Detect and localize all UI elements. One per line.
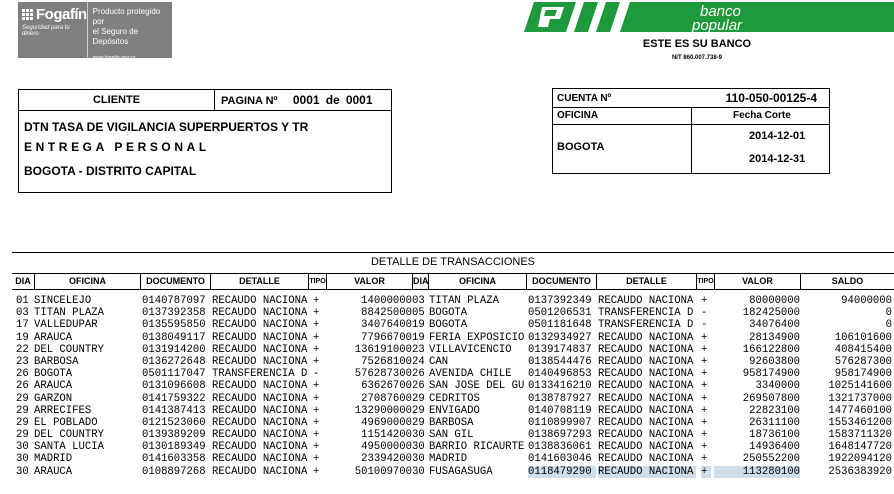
cell-detalle: RECAUDO NACIONA	[212, 441, 308, 454]
cell-dia: 19	[412, 331, 425, 344]
cell-valor: 88425000	[361, 307, 412, 320]
cell-oficina: TITAN PLAZA	[34, 307, 104, 320]
column-right-saldo	[800, 295, 892, 478]
cell-detalle: RECAUDO NACIONA	[598, 441, 694, 454]
column-right-tipo	[701, 295, 711, 478]
cell-saldo: 1321737000	[828, 392, 892, 405]
col-documento-2: DOCUMENTO	[526, 273, 596, 290]
col-valor-2: VALOR	[714, 273, 800, 290]
cell-valor: 22823100	[749, 404, 800, 417]
cell-dia: 26	[16, 368, 29, 381]
cell-valor: 49690000	[361, 416, 412, 429]
cell-oficina: BARBOSA	[34, 355, 79, 368]
cell-dia: 30	[412, 453, 425, 466]
cell-valor: 26311100	[749, 416, 800, 429]
cell-saldo: 106101600	[834, 331, 892, 344]
cell-dia: 30	[16, 453, 29, 466]
cell-tipo: +	[701, 343, 708, 356]
cell-tipo: -	[701, 307, 708, 320]
cell-documento: 0140496853	[528, 368, 592, 381]
cell-valor: 250552200	[742, 453, 800, 466]
fogafin-logo	[18, 2, 172, 61]
cell-detalle: RECAUDO NACIONA	[598, 404, 694, 417]
cell-dia: 29	[16, 392, 29, 405]
transactions-title: DETALLE DE TRANSACCIONES	[12, 252, 894, 274]
cell-documento: 0131096608	[142, 380, 206, 393]
cell-tipo: +	[701, 331, 708, 344]
cell-dia: 30	[16, 465, 29, 478]
cell-oficina: ARRECIFES	[34, 404, 92, 417]
cell-valor: 958174900	[742, 368, 800, 381]
cell-documento: 0138836061	[528, 441, 592, 454]
cell-saldo: 2536383920	[828, 465, 892, 478]
cell-documento: 0108897268	[142, 465, 206, 478]
cell-dia: 30	[412, 429, 425, 442]
cell-tipo: +	[313, 331, 320, 344]
cell-documento: 0133416210	[528, 380, 592, 393]
col-oficina-1: OFICINA	[34, 273, 140, 290]
cell-saldo: 1025141600	[828, 380, 892, 393]
cell-dia: 01	[16, 295, 29, 307]
fogafin-tagline-1: Producto protegido por	[92, 7, 161, 26]
cell-saldo: 1553461200	[828, 416, 892, 429]
cell-detalle: RECAUDO NACIONA	[212, 392, 308, 405]
cell-oficina: VILLAVICENCIO	[429, 343, 512, 356]
cell-tipo: +	[701, 453, 708, 466]
cell-documento: 0132934927	[528, 331, 592, 344]
cell-oficina: BARRIO RICAURTE	[429, 441, 525, 454]
cell-detalle: TRANSFERENCIA D	[598, 319, 694, 332]
column-right-detalle	[598, 295, 696, 478]
cell-tipo: +	[313, 392, 320, 405]
cell-dia: 26	[412, 380, 425, 393]
cell-valor: 11514200	[361, 429, 412, 442]
cell-oficina: EL POBLADO	[34, 416, 98, 429]
cell-detalle: RECAUDO NACIONA	[598, 453, 694, 466]
cell-documento: 0141603358	[142, 453, 206, 466]
cell-dia: 26	[16, 380, 29, 393]
cell-tipo: +	[313, 465, 320, 478]
cell-valor: 501009700	[354, 465, 412, 478]
cell-dia: 23	[412, 343, 425, 356]
cell-dia: 29	[412, 392, 425, 405]
cell-detalle: RECAUDO NACIONA	[212, 319, 308, 332]
cell-tipo: +	[313, 319, 320, 332]
cell-detalle: RECAUDO NACIONA	[598, 355, 694, 368]
account-label: CUENTA Nº	[557, 93, 612, 104]
cell-oficina: AVENIDA CHILE	[429, 368, 512, 381]
cell-valor: 576287300	[354, 368, 412, 381]
col-documento-1: DOCUMENTO	[140, 273, 210, 290]
cell-valor: 166122800	[742, 343, 800, 356]
banco-popular-logo	[520, 0, 894, 36]
cell-detalle: RECAUDO NACIONA	[598, 343, 694, 356]
column-left-valor	[326, 295, 412, 478]
cell-documento: 0501117047	[142, 368, 206, 381]
cell-valor: 34076400	[749, 319, 800, 332]
date-to: 2014-12-31	[749, 153, 806, 165]
cell-oficina: TITAN PLAZA	[429, 295, 499, 307]
cell-oficina: ARAUCA	[34, 465, 73, 478]
cut-date-label: Fecha Corte	[733, 110, 791, 121]
cell-detalle: RECAUDO NACIONA	[212, 343, 308, 356]
cell-documento: 0501181648	[528, 319, 592, 332]
bank-logo-line2: popular	[692, 17, 743, 34]
cell-tipo: -	[701, 319, 708, 332]
cell-tipo: +	[701, 295, 708, 307]
cell-dia: 19	[412, 319, 425, 332]
cell-dia: 29	[16, 404, 29, 417]
cell-tipo: +	[313, 343, 320, 356]
cell-saldo: 576287300	[834, 355, 892, 368]
cell-documento: 0138049117	[142, 331, 206, 344]
cell-dia: 19	[16, 331, 29, 344]
cell-documento: 0138544476	[528, 355, 592, 368]
cell-detalle: RECAUDO NACIONA	[598, 416, 694, 429]
cell-tipo: +	[313, 380, 320, 393]
cell-tipo: -	[313, 368, 320, 381]
cell-valor: 23394200	[361, 453, 412, 466]
cell-detalle: RECAUDO NACIONA	[598, 331, 694, 344]
cell-oficina: BARBOSA	[429, 416, 474, 429]
fogafin-tagline-2: el Seguro de Depósitos	[92, 27, 139, 46]
client-name: DTN TASA DE VIGILANCIA SUPERPUERTOS Y TR	[24, 120, 309, 134]
account-box	[552, 88, 830, 174]
cell-dia: 05	[412, 307, 425, 320]
cell-oficina: BOGOTA	[34, 368, 73, 381]
cell-valor: 18736100	[749, 429, 800, 442]
cell-tipo: +	[313, 355, 320, 368]
column-right-documento	[528, 295, 596, 478]
client-city: BOGOTA - DISTRITO CAPITAL	[24, 164, 197, 178]
cell-tipo: +	[701, 429, 708, 442]
cell-documento: 0137392358	[142, 307, 206, 320]
date-from: 2014-12-01	[749, 130, 806, 142]
cell-dia: 29	[16, 429, 29, 442]
cell-tipo: +	[313, 429, 320, 442]
cell-saldo: 408415400	[834, 343, 892, 356]
column-left-tipo	[313, 295, 323, 478]
cell-oficina: GARZON	[34, 392, 73, 405]
cell-tipo: +	[701, 441, 708, 454]
cell-documento: 0118479290	[528, 466, 596, 478]
cell-valor: 75268100	[361, 355, 412, 368]
col-dia-2: DIA	[412, 273, 428, 290]
cell-tipo: +	[313, 416, 320, 429]
cell-valor: 14000000	[361, 295, 412, 307]
fogafin-slogan: Seguridad para tu dinero	[22, 25, 70, 37]
cell-documento: 0501206531	[528, 307, 592, 320]
cell-detalle: TRANSFERENCIA D	[598, 307, 694, 320]
cell-tipo: +	[313, 295, 320, 307]
cell-dia: 30	[412, 465, 425, 478]
client-label: CLIENTE	[19, 90, 215, 110]
cell-documento: 0140787097	[142, 295, 206, 307]
cell-valor: 132900000	[354, 404, 412, 417]
cell-dia: 22	[16, 343, 29, 356]
cell-valor: 269507800	[742, 392, 800, 405]
column-left-detalle	[212, 295, 309, 478]
cell-dia: 03	[16, 307, 29, 320]
cell-documento: 0138787927	[528, 392, 592, 405]
column-left-dia	[16, 295, 34, 478]
col-detalle-2: DETALLE	[596, 273, 696, 290]
bank-logo-line1: banco	[700, 3, 741, 20]
cell-oficina: FUSAGASUGA	[429, 465, 493, 478]
cell-saldo: 1583711320	[828, 429, 892, 442]
cell-valor: 80000000	[749, 295, 800, 307]
cell-oficina: ARAUCA	[34, 380, 73, 393]
cell-saldo: 958174900	[834, 368, 892, 381]
cell-documento: 0110899907	[528, 416, 592, 429]
cell-saldo: 0	[885, 319, 892, 332]
cell-documento: 0135595850	[142, 319, 206, 332]
cell-documento: 0139389209	[142, 429, 206, 442]
col-detalle-1: DETALLE	[210, 273, 308, 290]
cell-documento: 0141387413	[142, 404, 206, 417]
cell-detalle: RECAUDO NACIONA	[598, 295, 694, 307]
cell-oficina: SANTA LUCIA	[34, 441, 104, 454]
col-tipo-2: TIPO	[696, 273, 714, 290]
cell-saldo: 1477460100	[828, 404, 892, 417]
cell-detalle: RECAUDO NACIONA	[212, 331, 308, 344]
cell-oficina: BOGOTA	[429, 307, 468, 320]
cell-valor: 92603800	[749, 355, 800, 368]
cell-dia: 29	[16, 416, 29, 429]
cell-valor: 28134900	[749, 331, 800, 344]
office-value: BOGOTA	[557, 141, 605, 153]
cell-detalle: RECAUDO NACIONA	[598, 466, 696, 478]
cell-oficina: DEL COUNTRY	[34, 343, 104, 356]
cell-documento: 0137392349	[528, 295, 592, 307]
cell-documento: 0139174837	[528, 343, 592, 356]
cell-dia: 30	[412, 441, 425, 454]
office-label: OFICINA	[557, 110, 599, 121]
cell-oficina: MADRID	[429, 453, 468, 466]
cell-detalle: RECAUDO NACIONA	[212, 295, 308, 307]
cell-tipo: +	[701, 368, 708, 381]
cell-documento: 0141603046	[528, 453, 592, 466]
cell-valor: 34076400	[361, 319, 412, 332]
column-right-dia	[412, 295, 430, 478]
cell-dia: 26	[412, 368, 425, 381]
cell-saldo: 0	[885, 307, 892, 320]
cell-oficina: BOGOTA	[429, 319, 468, 332]
cell-tipo: +	[701, 466, 711, 478]
cell-oficina: MADRID	[34, 453, 73, 466]
cell-dia: 03	[412, 295, 425, 307]
cell-dia: 29	[412, 416, 425, 429]
cell-tipo: +	[313, 404, 320, 417]
cell-oficina: CAN	[429, 355, 449, 368]
cell-saldo: 1922094120	[828, 453, 892, 466]
cell-tipo: +	[701, 355, 708, 368]
cell-dia: 17	[16, 319, 29, 332]
cell-dia: 30	[16, 441, 29, 454]
bank-nit: NIT 860.007.738-9	[671, 55, 723, 61]
cell-detalle: RECAUDO NACIONA	[598, 368, 694, 381]
account-number: 110-050-00125-4	[725, 91, 817, 105]
page-indicator: PAGINA Nº 0001 de 0001	[221, 93, 373, 107]
cell-tipo: +	[701, 380, 708, 393]
cell-documento: 0136272648	[142, 355, 206, 368]
cell-saldo: 1648147720	[828, 441, 892, 454]
cell-documento: 0131914200	[142, 343, 206, 356]
cell-oficina: DEL COUNTRY	[34, 429, 104, 442]
cell-detalle: RECAUDO NACIONA	[212, 307, 308, 320]
cell-documento: 0121523060	[142, 416, 206, 429]
fogafin-url: www.fogafin.gov.co	[92, 55, 136, 61]
cell-dia: 24	[412, 355, 425, 368]
cell-detalle: RECAUDO NACIONA	[212, 416, 308, 429]
col-saldo: SALDO	[800, 273, 894, 290]
cell-detalle: TRANSFERENCIA D	[212, 368, 308, 381]
cell-tipo: +	[701, 392, 708, 405]
fogafin-dots-icon	[22, 9, 33, 20]
cell-tipo: +	[701, 416, 708, 429]
cell-detalle: RECAUDO NACIONA	[212, 404, 308, 417]
cell-oficina: FERIA EXPOSICIO	[429, 331, 525, 344]
cell-tipo: +	[313, 453, 320, 466]
cell-documento: 0141759322	[142, 392, 206, 405]
cell-detalle: RECAUDO NACIONA	[212, 380, 308, 393]
cell-detalle: RECAUDO NACIONA	[598, 380, 694, 393]
col-valor-1: VALOR	[326, 273, 412, 290]
bank-slogan: ESTE ES SU BANCO	[642, 38, 752, 50]
cell-documento: 0130189349	[142, 441, 206, 454]
cell-valor: 113280100	[714, 466, 800, 478]
cell-valor: 182425000	[742, 307, 800, 320]
cell-tipo: +	[313, 307, 320, 320]
client-delivery: ENTREGA PERSONAL	[24, 140, 210, 154]
col-tipo-1: TIPO	[308, 273, 326, 290]
cell-documento: 0138697293	[528, 429, 592, 442]
cell-detalle: RECAUDO NACIONA	[212, 429, 308, 442]
cell-oficina: ENVIGADO	[429, 404, 480, 417]
cell-tipo: +	[313, 441, 320, 454]
cell-detalle: RECAUDO NACIONA	[212, 453, 308, 466]
cell-oficina: ARAUCA	[34, 331, 73, 344]
cell-dia: 23	[16, 355, 29, 368]
cell-detalle: RECAUDO NACIONA	[212, 355, 308, 368]
cell-dia: 29	[412, 404, 425, 417]
column-right-valor	[714, 295, 800, 478]
cell-valor: 63626700	[361, 380, 412, 393]
fogafin-brand: Fogafín	[36, 6, 87, 23]
cell-oficina: SAN GIL	[429, 429, 474, 442]
cell-oficina: SAN JOSE DEL GU	[429, 380, 525, 393]
col-oficina-2: OFICINA	[428, 273, 526, 290]
col-dia-1: DIA	[12, 273, 34, 290]
cell-detalle: RECAUDO NACIONA	[598, 429, 694, 442]
column-left-documento	[142, 295, 210, 478]
cell-detalle: RECAUDO NACIONA	[598, 392, 694, 405]
cell-valor: 14936400	[749, 441, 800, 454]
cell-detalle: RECAUDO NACIONA	[212, 465, 308, 478]
cell-oficina: SINCELEJO	[34, 295, 92, 307]
client-box	[18, 89, 392, 193]
cell-saldo: 94000000	[841, 295, 892, 307]
cell-valor: 77966700	[361, 331, 412, 344]
cell-tipo: +	[701, 404, 708, 417]
cell-documento: 0140708119	[528, 404, 592, 417]
cell-valor: 3340000	[755, 380, 800, 393]
column-right-oficina	[429, 295, 527, 478]
cell-valor: 27087600	[361, 392, 412, 405]
cell-oficina: CEDRITOS	[429, 392, 480, 405]
cell-oficina: VALLEDUPAR	[34, 319, 98, 332]
cell-valor: 136191000	[354, 343, 412, 356]
cell-valor: 49500000	[361, 441, 412, 454]
column-left-oficina	[34, 295, 140, 478]
